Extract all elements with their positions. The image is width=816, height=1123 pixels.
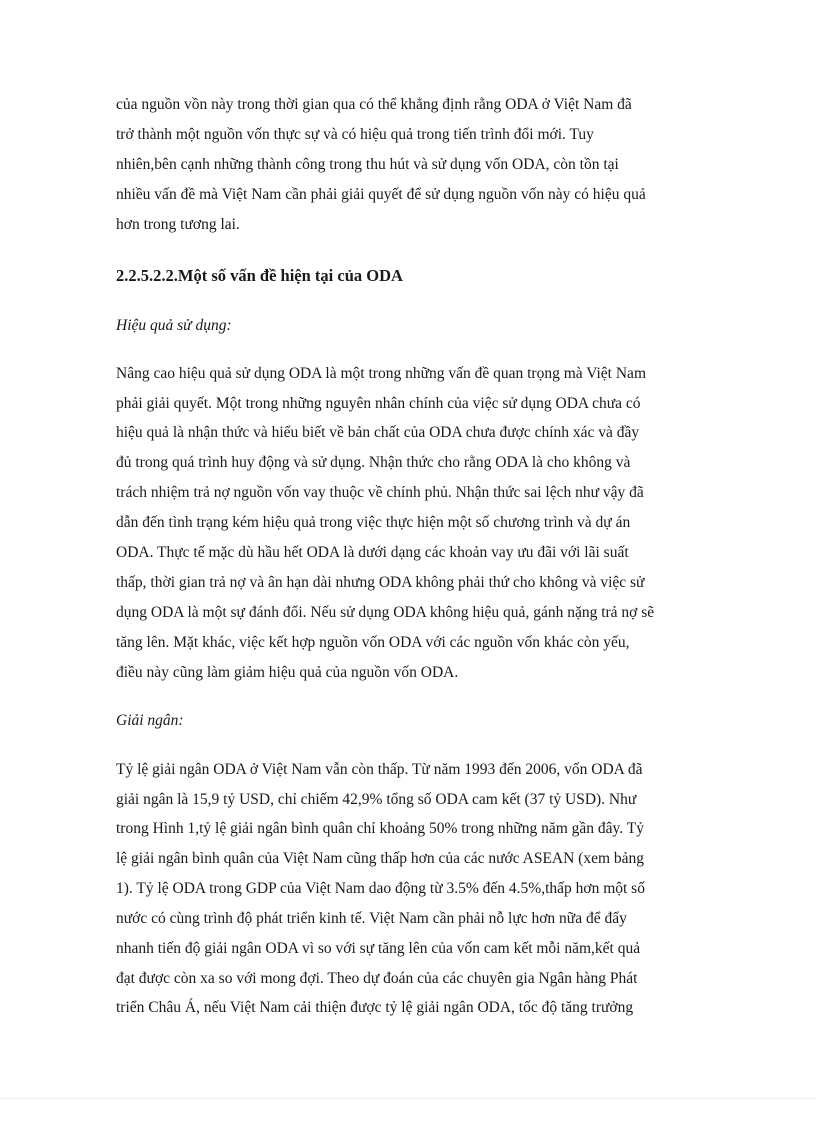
paragraph-3-line: nước có cùng trình độ phát triển kinh tế. Việt Nam cần phải nỗ lực hơn nữa để đẩy	[116, 910, 627, 927]
paragraph-3-line: 1). Tỷ lệ ODA trong GDP của Việt Nam dao động từ 3.5% đến 4.5%,thấp hơn một số	[116, 880, 645, 897]
paragraph-2-line: trách nhiệm trả nợ nguồn vốn vay thuộc về chính phủ. Nhận thức sai lệch như vậy đã	[116, 484, 644, 501]
paragraph-2-line: ODA. Thực tế mặc dù hầu hết ODA là dưới dạng các khoản vay ưu đãi với lãi suất	[116, 544, 629, 561]
paragraph-2-line: hiệu quả là nhận thức và hiểu biết về bản chất của ODA chưa được chính xác và đầy	[116, 424, 640, 441]
paragraph-2-line: thấp, thời gian trả nợ và ân hạn dài nhưng ODA không phải thứ cho không và việc sử	[116, 574, 645, 591]
paragraph-2-line: Nâng cao hiệu quả sử dụng ODA là một trong những vấn đề quan trọng mà Việt Nam	[116, 365, 646, 382]
subheading-efficiency: Hiệu quả sử dụng:	[116, 317, 232, 334]
paragraph-2-line: điều này cũng làm giảm hiệu quả của nguồn vốn ODA.	[116, 664, 459, 681]
paragraph-3-line: Tỷ lệ giải ngân ODA ở Việt Nam vẫn còn thấp. Từ năm 1993 đến 2006, vốn ODA đã	[116, 761, 643, 778]
page-bottom-divider	[0, 1098, 816, 1099]
paragraph-1-line: trở thành một nguồn vốn thực sự và có hiệu quả trong tiến trình đổi mới. Tuy	[116, 126, 594, 143]
paragraph-3-line: triển Châu Á, nếu Việt Nam cải thiện được tỷ lệ giải ngân ODA, tốc độ tăng trưởng	[116, 999, 634, 1016]
paragraph-2-line: dụng ODA là một sự đánh đổi. Nếu sử dụng ODA không hiệu quả, gánh nặng trả nợ sẽ	[116, 604, 655, 621]
paragraph-2-line: dẫn đến tình trạng kém hiệu quả trong việc thực hiện một số chương trình và dự án	[116, 514, 631, 531]
section-heading: 2.2.5.2.2.Một số vấn đề hiện tại của ODA	[116, 266, 403, 285]
paragraph-2-line: tăng lên. Mặt khác, việc kết hợp nguồn vốn ODA với các nguồn vốn khác còn yếu,	[116, 634, 630, 651]
paragraph-2-line: đủ trong quá trình huy động và sử dụng. Nhận thức cho rằng ODA là cho không và	[116, 454, 631, 471]
paragraph-1-line: nhiều vấn đề mà Việt Nam cần phải giải quyết để sử dụng nguồn vốn này có hiệu quả	[116, 186, 646, 203]
paragraph-1-line: nhiên,bên cạnh những thành công trong thu hút và sử dụng vốn ODA, còn tồn tại	[116, 156, 619, 173]
paragraph-3-line: nhanh tiến độ giải ngân ODA vì so với sự tăng lên của vốn cam kết mỗi năm,kết quả	[116, 940, 641, 957]
subheading-disbursement: Giải ngân:	[116, 712, 184, 729]
paragraph-3-line: lệ giải ngân bình quân của Việt Nam cũng thấp hơn của các nước ASEAN (xem bảng	[116, 850, 645, 867]
paragraph-3-line: giải ngân là 15,9 tỷ USD, chỉ chiếm 42,9% tổng số ODA cam kết (37 tỷ USD). Như	[116, 791, 637, 808]
paragraph-1-line: hơn trong tương lai.	[116, 216, 240, 233]
paragraph-1-line: của nguồn vồn này trong thời gian qua có thể khẳng định rằng ODA ở Việt Nam đã	[116, 96, 632, 113]
paragraph-2-line: phải giải quyết. Một trong những nguyên nhân chính của việc sử dụng ODA chưa có	[116, 395, 641, 412]
paragraph-3-line: trong Hình 1,tỷ lệ giải ngân bình quân chỉ khoảng 50% trong những năm gần đây. Tỷ	[116, 820, 644, 837]
paragraph-3-line: đạt được còn xa so với mong đợi. Theo dự đoán của các chuyên gia Ngân hàng Phát	[116, 970, 638, 987]
